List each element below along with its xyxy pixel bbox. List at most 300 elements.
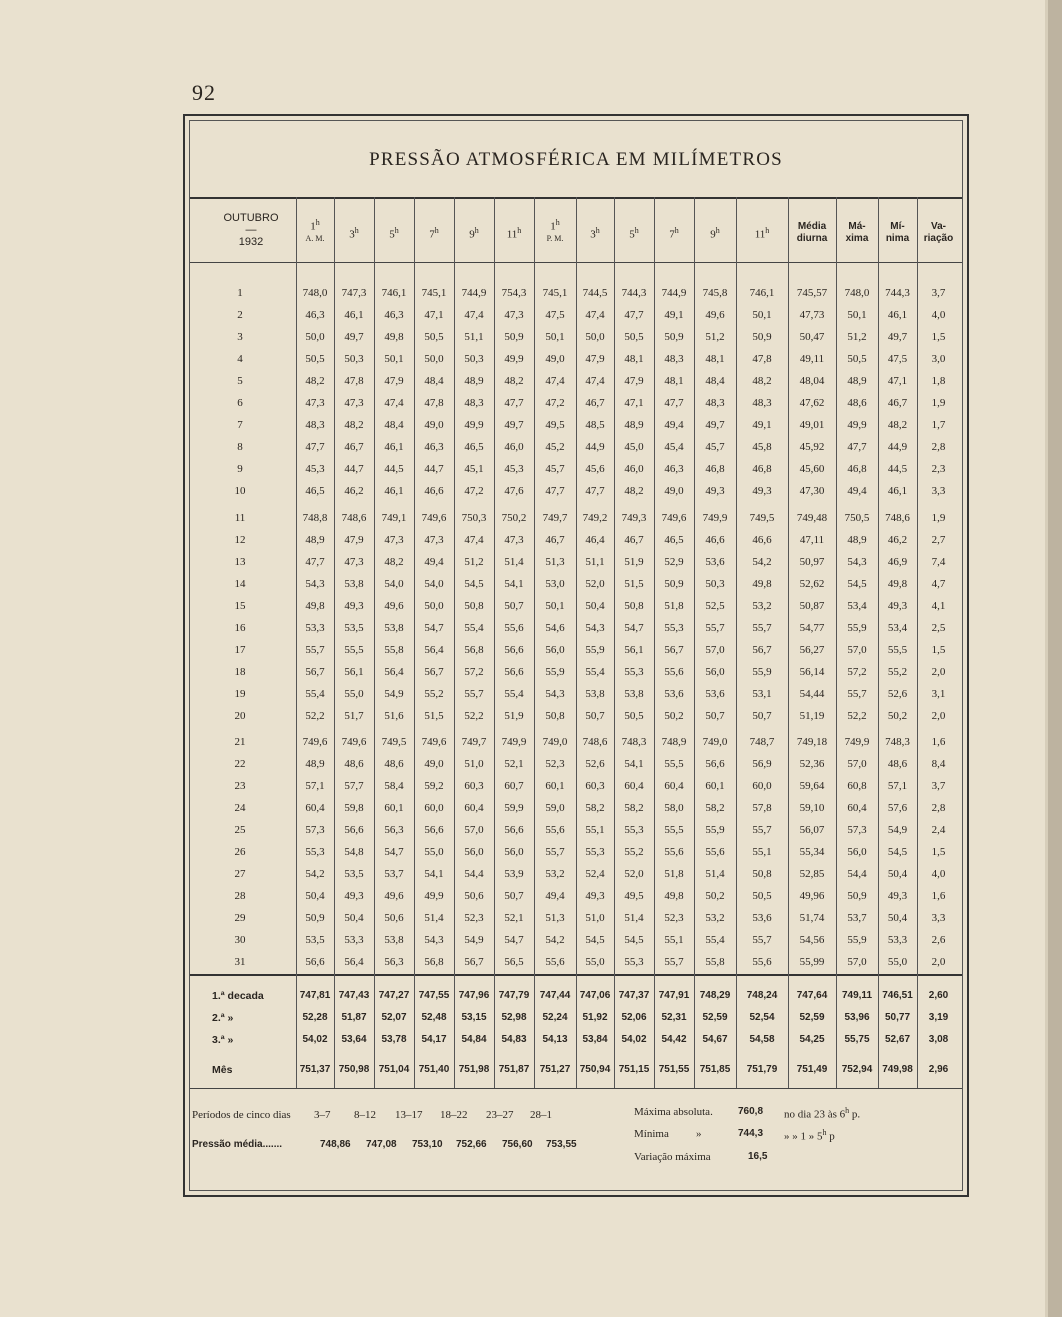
value-cell: 48,1 bbox=[705, 353, 725, 365]
value-cell: 52,4 bbox=[585, 868, 605, 880]
value-cell: 4,0 bbox=[931, 868, 946, 880]
value-cell: 60,1 bbox=[384, 802, 404, 814]
value-cell: 49,5 bbox=[545, 419, 565, 431]
value-cell: 55,5 bbox=[664, 758, 684, 770]
value-cell: 54,56 bbox=[799, 934, 825, 946]
value-cell: 56,7 bbox=[464, 956, 484, 968]
value-cell: 53,2 bbox=[705, 912, 725, 924]
summary-row bbox=[190, 987, 966, 1005]
min-when-text: » » 1 » 5 bbox=[784, 1130, 823, 1143]
footer-divider bbox=[190, 1088, 962, 1089]
value-cell: 55,1 bbox=[585, 824, 605, 836]
value-cell: 54,77 bbox=[799, 622, 825, 634]
value-cell: 55,6 bbox=[545, 824, 565, 836]
value-cell: 50,5 bbox=[305, 353, 325, 365]
value-cell: 55,3 bbox=[664, 622, 684, 634]
value-cell: 54,5 bbox=[585, 934, 605, 946]
value-cell: 57,0 bbox=[847, 956, 867, 968]
value-cell: 51,4 bbox=[424, 912, 444, 924]
value-cell: 46,0 bbox=[504, 441, 524, 453]
value-cell: 46,1 bbox=[384, 441, 404, 453]
value-cell: 2,4 bbox=[931, 824, 946, 836]
value-cell: 50,5 bbox=[624, 331, 644, 343]
hour-header-value bbox=[334, 225, 374, 241]
summary-value: 54,83 bbox=[501, 1034, 527, 1045]
year-text: 1932 bbox=[238, 236, 264, 248]
value-cell: 48,4 bbox=[705, 375, 725, 387]
value-cell: 49,9 bbox=[424, 890, 444, 902]
value-cell: 748,3 bbox=[621, 736, 647, 748]
max-abs-when bbox=[784, 1106, 860, 1121]
value-cell: 47,8 bbox=[424, 397, 444, 409]
value-cell: 48,6 bbox=[887, 758, 908, 770]
value-cell: 55,6 bbox=[705, 846, 725, 858]
value-cell: 55,3 bbox=[624, 824, 644, 836]
value-cell: 1,9 bbox=[931, 512, 946, 524]
value-cell: 45,4 bbox=[664, 441, 684, 453]
table-row bbox=[190, 662, 966, 682]
day-cell: 16 bbox=[234, 622, 246, 634]
summary-value: 55,75 bbox=[844, 1034, 870, 1045]
value-cell: 744,9 bbox=[661, 287, 687, 299]
value-cell: 57,6 bbox=[887, 802, 908, 814]
value-cell: 56,4 bbox=[384, 666, 404, 678]
value-cell: 44,9 bbox=[585, 441, 605, 453]
month-dash: — bbox=[245, 224, 257, 236]
table-row bbox=[190, 283, 966, 303]
value-cell: 55,7 bbox=[752, 934, 772, 946]
value-cell: 52,62 bbox=[799, 578, 825, 590]
value-cell: 53,7 bbox=[847, 912, 867, 924]
value-cell: 50,5 bbox=[752, 890, 772, 902]
day-cell: 29 bbox=[234, 912, 246, 924]
table-frame bbox=[183, 114, 969, 1197]
max-header-line1: Má- bbox=[848, 221, 866, 232]
value-cell: 54,5 bbox=[887, 846, 908, 858]
value-cell: 7,4 bbox=[931, 556, 946, 568]
value-cell: 1,5 bbox=[931, 644, 946, 656]
hour-number: 1 bbox=[310, 220, 316, 233]
hour-header-value bbox=[494, 225, 534, 241]
var-header-line1: Va- bbox=[930, 221, 946, 232]
page-title: PRESSÃO ATMOSFÉRICA EM MILÍMETROS bbox=[369, 149, 783, 170]
value-cell: 747,3 bbox=[341, 287, 367, 299]
value-cell: 53,8 bbox=[624, 688, 644, 700]
max-header-line2: xima bbox=[845, 233, 869, 244]
table-row bbox=[190, 908, 966, 928]
summary-value: 54,42 bbox=[661, 1034, 687, 1045]
value-cell: 50,4 bbox=[585, 600, 605, 612]
value-cell: 55,6 bbox=[664, 846, 684, 858]
var-header-line2: riação bbox=[923, 233, 954, 244]
value-cell: 51,5 bbox=[624, 578, 644, 590]
value-cell: 51,9 bbox=[504, 710, 524, 722]
value-cell: 53,6 bbox=[705, 688, 725, 700]
value-cell: 53,8 bbox=[384, 934, 404, 946]
value-cell: 51,0 bbox=[464, 758, 484, 770]
value-cell: 51,2 bbox=[847, 331, 867, 343]
value-cell: 46,9 bbox=[887, 556, 908, 568]
value-cell: 47,3 bbox=[344, 556, 364, 568]
maxima-header bbox=[836, 221, 878, 245]
value-cell: 47,3 bbox=[305, 397, 325, 409]
day-cell: 18 bbox=[234, 666, 246, 678]
value-cell: 51,5 bbox=[424, 710, 444, 722]
hour-sup: h bbox=[674, 226, 679, 235]
value-cell: 51,0 bbox=[585, 912, 605, 924]
value-cell: 744,9 bbox=[461, 287, 487, 299]
summary-value: 747,43 bbox=[338, 990, 370, 1001]
value-cell: 56,0 bbox=[847, 846, 867, 858]
value-cell: 50,1 bbox=[545, 331, 565, 343]
value-cell: 47,7 bbox=[624, 309, 644, 321]
value-cell: 49,7 bbox=[344, 331, 364, 343]
value-cell: 60,0 bbox=[424, 802, 444, 814]
min-sup: h bbox=[822, 1128, 827, 1137]
summary-value: 751,15 bbox=[618, 1064, 650, 1075]
day-cell: 26 bbox=[234, 846, 246, 858]
value-cell: 47,3 bbox=[424, 534, 444, 546]
value-cell: 54,4 bbox=[464, 868, 484, 880]
day-cell: 31 bbox=[234, 956, 246, 968]
value-cell: 50,0 bbox=[585, 331, 605, 343]
value-cell: 55,5 bbox=[664, 824, 684, 836]
hour-header bbox=[736, 225, 788, 241]
value-cell: 744,5 bbox=[582, 287, 608, 299]
value-cell: 50,1 bbox=[384, 353, 404, 365]
value-cell: 1,7 bbox=[931, 419, 946, 431]
value-cell: 54,9 bbox=[887, 824, 908, 836]
value-cell: 1,9 bbox=[931, 397, 946, 409]
hour-sup: h bbox=[517, 226, 522, 235]
value-cell: 745,8 bbox=[702, 287, 728, 299]
value-cell: 55,5 bbox=[344, 644, 364, 656]
value-cell: 46,8 bbox=[847, 463, 867, 475]
value-cell: 49,8 bbox=[384, 331, 404, 343]
value-cell: 50,0 bbox=[424, 600, 444, 612]
value-cell: 54,5 bbox=[847, 578, 867, 590]
value-cell: 47,7 bbox=[504, 397, 524, 409]
max-abs-sup: h bbox=[845, 1106, 850, 1115]
value-cell: 56,4 bbox=[424, 644, 444, 656]
min-when bbox=[784, 1128, 835, 1143]
table-row bbox=[190, 415, 966, 435]
summary-value: 53,84 bbox=[582, 1034, 608, 1045]
value-cell: 54,0 bbox=[384, 578, 404, 590]
value-cell: 55,4 bbox=[585, 666, 605, 678]
value-cell: 54,9 bbox=[384, 688, 404, 700]
value-cell: 749,6 bbox=[421, 512, 447, 524]
day-cell: 12 bbox=[234, 534, 246, 546]
value-cell: 53,5 bbox=[344, 622, 364, 634]
hour-header bbox=[454, 225, 494, 241]
value-cell: 58,4 bbox=[384, 780, 404, 792]
value-cell: 47,4 bbox=[585, 375, 605, 387]
value-cell: 48,2 bbox=[624, 485, 644, 497]
value-cell: 54,7 bbox=[624, 622, 644, 634]
value-cell: 57,3 bbox=[847, 824, 867, 836]
value-cell: 55,0 bbox=[585, 956, 605, 968]
hour-sup: h bbox=[354, 226, 359, 235]
value-cell: 50,5 bbox=[624, 710, 644, 722]
summary-value: 751,55 bbox=[658, 1064, 690, 1075]
summary-value: 752,94 bbox=[841, 1064, 873, 1075]
value-cell: 47,3 bbox=[384, 534, 404, 546]
value-cell: 55,7 bbox=[545, 846, 565, 858]
value-cell: 46,5 bbox=[464, 441, 484, 453]
day-cell: 6 bbox=[237, 397, 243, 409]
value-cell: 51,19 bbox=[799, 710, 825, 722]
value-cell: 50,2 bbox=[664, 710, 684, 722]
value-cell: 50,8 bbox=[752, 868, 772, 880]
value-cell: 53,2 bbox=[545, 868, 565, 880]
hour-number: 7 bbox=[429, 228, 435, 241]
value-cell: 749,9 bbox=[844, 736, 870, 748]
value-cell: 48,6 bbox=[344, 758, 364, 770]
value-cell: 49,6 bbox=[384, 890, 404, 902]
summary-row bbox=[190, 1009, 966, 1027]
value-cell: 54,2 bbox=[545, 934, 565, 946]
value-cell: 48,5 bbox=[585, 419, 605, 431]
value-cell: 54,7 bbox=[504, 934, 524, 946]
value-cell: 2,3 bbox=[931, 463, 946, 475]
value-cell: 51,7 bbox=[344, 710, 364, 722]
hour-number: 9 bbox=[710, 228, 716, 241]
value-cell: 55,9 bbox=[705, 824, 725, 836]
value-cell: 49,8 bbox=[305, 600, 325, 612]
summary-value: 54,13 bbox=[542, 1034, 568, 1045]
value-cell: 55,6 bbox=[545, 956, 565, 968]
value-cell: 49,4 bbox=[847, 485, 867, 497]
media-diurna-header bbox=[788, 221, 836, 245]
value-cell: 2,8 bbox=[931, 441, 946, 453]
summary-value: 748,29 bbox=[699, 990, 731, 1001]
value-cell: 55,3 bbox=[624, 956, 644, 968]
value-cell: 55,7 bbox=[664, 956, 684, 968]
value-cell: 748,6 bbox=[341, 512, 367, 524]
summary-value: 3,08 bbox=[928, 1034, 949, 1045]
value-cell: 47,8 bbox=[344, 375, 364, 387]
value-cell: 50,2 bbox=[887, 710, 908, 722]
value-cell: 60,4 bbox=[305, 802, 325, 814]
value-cell: 47,4 bbox=[464, 309, 484, 321]
value-cell: 57,0 bbox=[464, 824, 484, 836]
value-cell: 50,3 bbox=[705, 578, 725, 590]
value-cell: 56,7 bbox=[752, 644, 772, 656]
summary-value: 751,85 bbox=[699, 1064, 731, 1075]
summary-value: 747,91 bbox=[658, 990, 690, 1001]
value-cell: 46,7 bbox=[545, 534, 565, 546]
value-cell: 49,7 bbox=[504, 419, 524, 431]
value-cell: 749,9 bbox=[702, 512, 728, 524]
summary-value: 748,24 bbox=[746, 990, 778, 1001]
summary-value: 750,98 bbox=[338, 1064, 370, 1075]
value-cell: 57,7 bbox=[344, 780, 364, 792]
value-cell: 55,5 bbox=[887, 644, 908, 656]
hour-number: 11 bbox=[754, 228, 766, 241]
value-cell: 50,9 bbox=[305, 912, 325, 924]
value-cell: 44,7 bbox=[424, 463, 444, 475]
value-cell: 51,2 bbox=[705, 331, 725, 343]
hour-number: 5 bbox=[389, 228, 395, 241]
value-cell: 53,1 bbox=[752, 688, 772, 700]
day-cell: 2 bbox=[237, 309, 243, 321]
value-cell: 54,8 bbox=[344, 846, 364, 858]
value-cell: 52,36 bbox=[799, 758, 825, 770]
value-cell: 55,9 bbox=[545, 666, 565, 678]
value-cell: 55,99 bbox=[799, 956, 825, 968]
value-cell: 749,1 bbox=[381, 512, 407, 524]
value-cell: 749,6 bbox=[421, 736, 447, 748]
value-cell: 52,0 bbox=[585, 578, 605, 590]
value-cell: 56,6 bbox=[344, 824, 364, 836]
value-cell: 48,2 bbox=[305, 375, 325, 387]
value-cell: 49,3 bbox=[344, 890, 364, 902]
value-cell: 1,6 bbox=[931, 736, 946, 748]
media-header-line1: Média bbox=[797, 221, 827, 232]
value-cell: 56,7 bbox=[664, 644, 684, 656]
value-cell: 749,48 bbox=[796, 512, 828, 524]
day-cell: 14 bbox=[234, 578, 246, 590]
value-cell: 55,4 bbox=[705, 934, 725, 946]
day-cell: 11 bbox=[234, 512, 246, 524]
pressure-label: Pressão média....... bbox=[192, 1139, 283, 1150]
min-label: Mínima bbox=[634, 1128, 669, 1140]
value-cell: 748,3 bbox=[885, 736, 910, 748]
value-cell: 55,1 bbox=[664, 934, 684, 946]
value-cell: 59,8 bbox=[344, 802, 364, 814]
value-cell: 745,1 bbox=[542, 287, 568, 299]
day-cell: 28 bbox=[234, 890, 246, 902]
value-cell: 47,7 bbox=[664, 397, 684, 409]
value-cell: 57,3 bbox=[305, 824, 325, 836]
value-cell: 49,3 bbox=[887, 890, 908, 902]
value-cell: 55,0 bbox=[344, 688, 364, 700]
hour-header-value bbox=[374, 225, 414, 241]
day-cell: 17 bbox=[234, 644, 246, 656]
value-cell: 59,9 bbox=[504, 802, 524, 814]
value-cell: 57,0 bbox=[705, 644, 725, 656]
hour-header bbox=[614, 225, 654, 241]
value-cell: 53,5 bbox=[305, 934, 325, 946]
value-cell: 60,4 bbox=[464, 802, 484, 814]
value-cell: 60,1 bbox=[545, 780, 565, 792]
value-cell: 49,3 bbox=[705, 485, 725, 497]
value-cell: 744,3 bbox=[621, 287, 647, 299]
summary-value: 53,15 bbox=[461, 1012, 487, 1023]
value-cell: 749,7 bbox=[461, 736, 487, 748]
value-cell: 3,7 bbox=[931, 287, 946, 299]
value-cell: 48,6 bbox=[384, 758, 404, 770]
value-cell: 56,1 bbox=[344, 666, 364, 678]
hour-sup: h bbox=[765, 226, 770, 235]
summary-value: 54,58 bbox=[749, 1034, 775, 1045]
day-cell: 1 bbox=[237, 287, 243, 299]
value-cell: 47,9 bbox=[624, 375, 644, 387]
table-row bbox=[190, 684, 966, 704]
day-cell: 9 bbox=[237, 463, 243, 475]
value-cell: 46,6 bbox=[424, 485, 444, 497]
value-cell: 47,3 bbox=[504, 309, 524, 321]
value-cell: 748,9 bbox=[661, 736, 687, 748]
value-cell: 56,8 bbox=[464, 644, 484, 656]
summary-value: 751,79 bbox=[746, 1064, 778, 1075]
value-cell: 55,3 bbox=[305, 846, 325, 858]
value-cell: 46,5 bbox=[305, 485, 325, 497]
value-cell: 54,3 bbox=[305, 578, 325, 590]
table-row bbox=[190, 798, 966, 818]
value-cell: 44,7 bbox=[344, 463, 364, 475]
value-cell: 54,2 bbox=[305, 868, 325, 880]
table-row bbox=[190, 530, 966, 550]
value-cell: 55,1 bbox=[752, 846, 772, 858]
summary-value: 50,77 bbox=[884, 1012, 911, 1023]
value-cell: 54,5 bbox=[464, 578, 484, 590]
value-cell: 47,1 bbox=[424, 309, 444, 321]
summary-label: 2.ª » bbox=[212, 1012, 234, 1024]
summary-value: 751,40 bbox=[418, 1064, 450, 1075]
summary-value: 52,67 bbox=[884, 1034, 911, 1045]
value-cell: 48,9 bbox=[847, 534, 867, 546]
media-header-line2: diurna bbox=[796, 233, 828, 244]
value-cell: 45,7 bbox=[705, 441, 725, 453]
day-cell: 20 bbox=[234, 710, 246, 722]
value-cell: 749,5 bbox=[381, 736, 407, 748]
value-cell: 58,2 bbox=[624, 802, 644, 814]
table-row bbox=[190, 640, 966, 660]
value-cell: 52,2 bbox=[464, 710, 484, 722]
summary-value: 53,64 bbox=[341, 1034, 367, 1045]
value-cell: 56,3 bbox=[384, 824, 404, 836]
value-cell: 53,0 bbox=[545, 578, 565, 590]
value-cell: 49,11 bbox=[799, 353, 825, 365]
hour-header-value bbox=[454, 225, 494, 241]
value-cell: 51,4 bbox=[504, 556, 524, 568]
value-cell: 57,1 bbox=[887, 780, 908, 792]
value-cell: 8,4 bbox=[931, 758, 946, 770]
max-abs-label: Máxima absoluta. bbox=[634, 1106, 713, 1118]
summary-value: 2,60 bbox=[928, 990, 949, 1001]
value-cell: 46,6 bbox=[752, 534, 772, 546]
value-cell: 54,2 bbox=[752, 556, 772, 568]
value-cell: 50,3 bbox=[344, 353, 364, 365]
value-cell: 57,2 bbox=[847, 666, 867, 678]
value-cell: 749,5 bbox=[749, 512, 775, 524]
value-cell: 57,2 bbox=[464, 666, 484, 678]
value-cell: 748,8 bbox=[302, 512, 328, 524]
summary-value: 52,07 bbox=[381, 1012, 407, 1023]
table-inner-border bbox=[189, 120, 963, 1191]
value-cell: 55,4 bbox=[305, 688, 325, 700]
min-header-line2: nima bbox=[885, 233, 910, 244]
value-cell: 2,7 bbox=[931, 534, 946, 546]
value-cell: 44,5 bbox=[887, 463, 908, 475]
summary-value: 747,55 bbox=[418, 990, 450, 1001]
value-cell: 52,9 bbox=[664, 556, 684, 568]
value-cell: 1,8 bbox=[931, 375, 946, 387]
day-cell: 8 bbox=[237, 441, 243, 453]
value-cell: 45,7 bbox=[545, 463, 565, 475]
pressure-item: 753,55 bbox=[546, 1139, 577, 1150]
value-cell: 52,6 bbox=[585, 758, 605, 770]
value-cell: 1,5 bbox=[931, 331, 946, 343]
value-cell: 50,6 bbox=[384, 912, 404, 924]
min-header-line1: Mí- bbox=[890, 221, 905, 232]
day-cell: 5 bbox=[237, 375, 243, 387]
value-cell: 54,3 bbox=[545, 688, 565, 700]
value-cell: 49,3 bbox=[344, 600, 364, 612]
summary-value: 747,37 bbox=[618, 990, 650, 1001]
